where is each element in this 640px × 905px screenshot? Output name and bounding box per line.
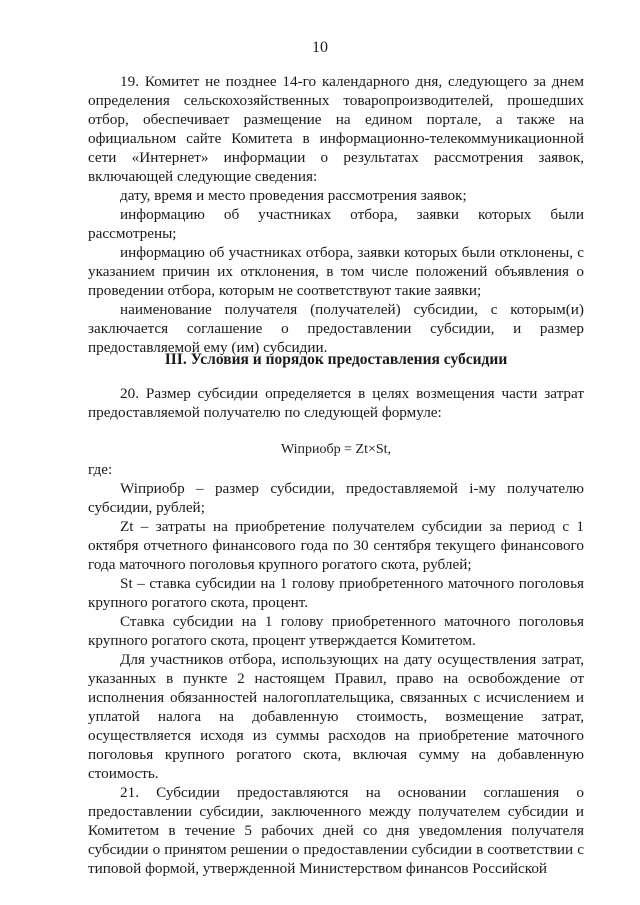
formula-block: [88, 440, 584, 459]
page-number: 10: [312, 39, 328, 56]
section-3-title: III. Условия и порядок предоставления субсидии: [164, 351, 508, 368]
rate-note: Ставка субсидии на 1 голову приобретенного маточного поголовья крупного рогатого скота, процент утверждается Комитетом.: [88, 613, 584, 649]
paragraph-21: 21. Субсидии предоставляются на основании соглашения о предоставлении субсидии, заключенного между получателем субсидии и Комитетом в течение 5 рабочих дней со дня уведомления получателя субсидии о принятом решении о предоставлении субсидии в соответствии с типовой формой, утвержденной Министерством финансов Российской: [88, 784, 584, 877]
where-label: где:: [88, 461, 113, 478]
list-item: наименование получателя (получателей) субсидии, с которым(и) заключается соглашение о предоставлении субсидии, и размер предоставляемой ему (им) субсидии.: [88, 301, 584, 356]
list-item: информацию об участниках отбора, заявки которых были отклонены, с указанием причин их отклонения, в том числе положений объявления о проведении отбора, которым не соответствуют такие заявки;: [88, 244, 584, 299]
section-heading: [88, 350, 584, 369]
paragraph-20: [88, 384, 584, 422]
paragraph-20-intro: 20. Размер субсидии определяется в целях возмещения части затрат предоставляемой получателю по следующей формуле:: [88, 385, 584, 421]
paragraph-19-intro: 19. Комитет не позднее 14-го календарного дня, следующего за днем определения сельскохозяйственных товаропроизводителей, прошедших отбор, обеспечивает размещение на едином портале, а также на официальном сайте Комитета в информационно-телекоммуникационной сети «Интернет» информации о результатах рассмотрения заявок, включающей следующие сведения:: [88, 73, 584, 185]
formula: Wiприобр = Zt×St,: [280, 442, 392, 457]
definition-zt: Zt – затраты на приобретение получателем субсидии за период с 1 октября отчетного финансового года по 30 сентября текущего финансового года маточного поголовья крупного рогатого скота, рублей;: [88, 518, 584, 573]
vat-note: Для участников отбора, использующих на дату осуществления затрат, указанных в пункте 2 настоящем Правил, право на освобождение от исполнения обязанностей налогоплательщика, связанных с исчислением и уплатой налога на добавленную стоимость, возмещение затрат, осуществляется исходя из суммы расходов на приобретение маточного поголовья крупного рогатого скота, включая сумму на добавленную стоимость.: [88, 651, 584, 782]
definitions: [88, 460, 584, 878]
definition-st: St – ставка субсидии на 1 голову приобретенного маточного поголовья крупного рогатого скота, процент.: [88, 575, 584, 611]
list-item: информацию об участниках отбора, заявки которых были рассмотрены;: [88, 206, 584, 242]
paragraph-19: [88, 72, 584, 357]
list-item: дату, время и место проведения рассмотрения заявок;: [120, 187, 467, 204]
definition-w: Wiприобр – размер субсидии, предоставляемой i-му получателю субсидии, рублей;: [88, 480, 585, 516]
